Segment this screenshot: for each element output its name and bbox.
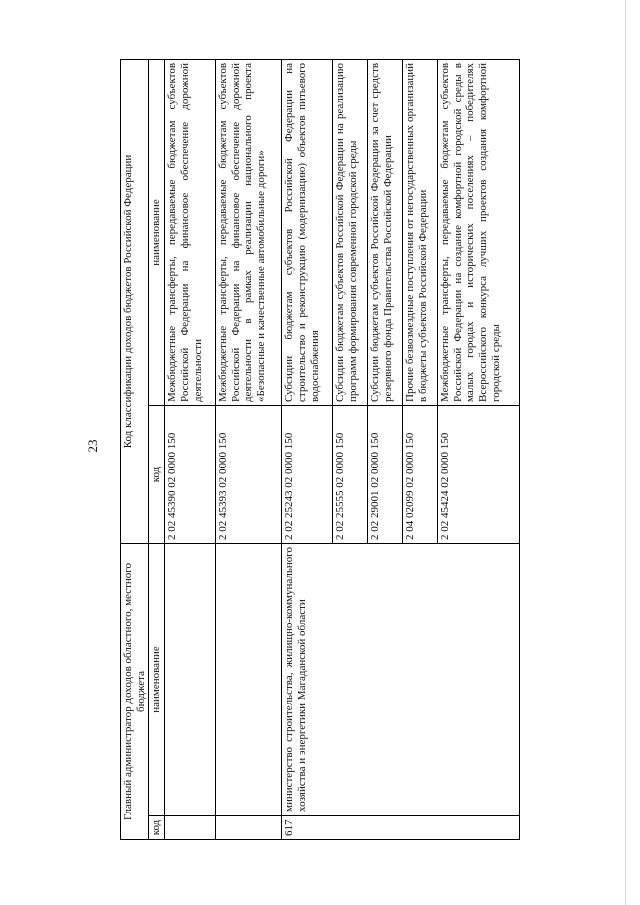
col-admin-name-header: наименование: [149, 544, 165, 816]
bk-code-cell: 2 02 45390 02 0000 150: [165, 406, 216, 544]
table-row: [215, 59, 281, 839]
header-row-groups: [121, 59, 149, 839]
admin-code-cell: [165, 816, 216, 840]
bk-code-cell: 2 04 02099 02 0000 150: [402, 406, 437, 544]
revenue-name-cell: Прочие безвозмездные поступления от негосударственных организаций в бюджеты субъектов Российской Федерации: [402, 59, 437, 405]
bk-code-cell: 2 02 25243 02 0000 150: [282, 406, 333, 544]
admin-name-cell: [215, 544, 281, 816]
col-bk-name-header: наименование: [149, 59, 165, 405]
table-row: [165, 59, 216, 839]
page-number: 23: [85, 439, 100, 453]
revenue-name-cell: Субсидии бюджетам субъектов Российской Федерации на реализацию программ формирования современной городской среды: [332, 59, 367, 405]
rotated-table-sheet: [120, 60, 520, 840]
page-edge: [625, 0, 626, 905]
classification-group-header: Код классификации доходов бюджетов Российской Федерации: [121, 59, 149, 543]
bk-code-cell: 2 02 45424 02 0000 150: [437, 406, 519, 544]
revenue-name-cell: Субсидии бюджетам субъектов Российской Федерации на строительство и реконструкцию (модернизацию) объектов питьевого водоснабжения: [282, 59, 333, 405]
admin-name-cell: министерство строительства, жилищно-коммунального хозяйства и энергетики Магаданской области: [282, 544, 520, 816]
admin-name-cell: [165, 544, 216, 816]
col-bk-code-header: код: [149, 406, 165, 544]
revenue-name-cell: Межбюджетные трансферты, передаваемые бюджетам субъектов Российской Федерации на финансовое обеспечение дорожной деятельности: [165, 59, 216, 405]
table-row: [282, 59, 333, 839]
revenue-name-cell: Субсидии бюджетам субъектов Российской Федерации за счет средств резервного фонда Правительства Российской Федерации: [367, 59, 402, 405]
bk-code-cell: 2 02 25555 02 0000 150: [332, 406, 367, 544]
revenue-name-cell: Межбюджетные трансферты, передаваемые бюджетам субъектов Российской Федерации на создание комфортной городской среды в малых городах и исторических поселениях – победителях Всероссийского конкурса лучших проектов создания комфортной городской среды: [437, 59, 519, 405]
bk-code-cell: 2 02 45393 02 0000 150: [215, 406, 281, 544]
header-row-columns: [149, 59, 165, 839]
admin-code-cell: 617: [282, 816, 520, 840]
col-admin-code-header: код: [149, 816, 165, 840]
revenue-classification-table: [120, 59, 520, 840]
admin-group-header: Главный администратор доходов областного, местного бюджета: [121, 544, 149, 840]
revenue-name-cell: Межбюджетные трансферты, передаваемые бюджетам субъектов Российской Федерации на финансовое обеспечение дорожной деятельности в рамках реализации национального проекта «Безопасные и качественные автомобильные дороги»: [215, 59, 281, 405]
bk-code-cell: 2 02 29001 02 0000 150: [367, 406, 402, 544]
admin-code-cell: [215, 816, 281, 840]
